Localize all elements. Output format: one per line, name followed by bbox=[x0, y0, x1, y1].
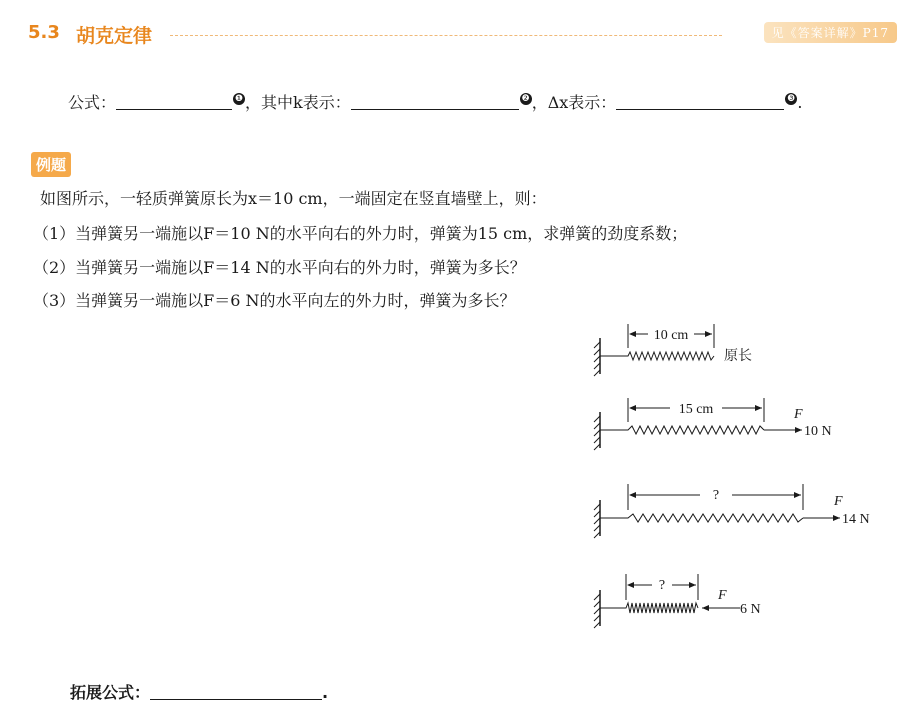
extension-blank[interactable] bbox=[150, 683, 322, 700]
wall-hatch-1 bbox=[594, 342, 600, 376]
circled-number-1: ❶ bbox=[234, 94, 244, 104]
question-1: （1）当弹簧另一端施以F＝10 N的水平向右的外力时，弹簧为15 cm，求弹簧的劲度系数； bbox=[33, 224, 688, 243]
wall-hatch-2 bbox=[594, 416, 600, 450]
spring-10n bbox=[594, 398, 832, 450]
section-number: 5.3 bbox=[28, 22, 60, 43]
circled-number-3: ❸ bbox=[787, 94, 796, 104]
formula-end: . bbox=[797, 93, 803, 112]
extension-label: 拓展公式： bbox=[70, 683, 151, 702]
formula-blank-3[interactable] bbox=[616, 93, 784, 110]
dim-label-4: ? bbox=[658, 578, 666, 593]
circled-number-2: ❷ bbox=[521, 94, 530, 104]
example-badge: 例题 bbox=[31, 152, 71, 177]
formula-blank-1[interactable] bbox=[116, 93, 232, 110]
section-title: 胡克定律 bbox=[76, 25, 153, 47]
answer-reference-tag: 见《答案详解》P17 bbox=[764, 22, 897, 43]
force-symbol-3: F bbox=[834, 494, 843, 509]
wall-hatch-4 bbox=[594, 594, 600, 628]
formula-dx-text: ，Δx表示： bbox=[531, 93, 617, 112]
spring-original bbox=[594, 324, 752, 376]
force-symbol-4: F bbox=[718, 588, 727, 603]
dim-label-3: ? bbox=[712, 488, 720, 503]
section-header bbox=[0, 0, 911, 60]
formula-blank-2[interactable] bbox=[351, 93, 519, 110]
spring-diagram bbox=[590, 318, 890, 638]
question-2: （2）当弹簧另一端施以F＝14 N的水平向右的外力时，弹簧为多长？ bbox=[33, 258, 526, 277]
spring-14n bbox=[594, 484, 870, 538]
wall-hatch-3 bbox=[594, 504, 600, 538]
question-3: （3）当弹簧另一端施以F＝6 N的水平向左的外力时，弹簧为多长？ bbox=[33, 291, 516, 310]
formula-label: 公式： bbox=[68, 93, 117, 112]
spring-coil-1 bbox=[600, 352, 714, 360]
problem-intro: 如图所示，一轻质弹簧原长为x＝10 cm，一端固定在竖直墙壁上，则： bbox=[40, 189, 547, 208]
formula-k-text: ，其中k表示： bbox=[245, 93, 351, 112]
force-value-4: 6 N bbox=[740, 602, 761, 617]
dim-label-2: 15 cm bbox=[678, 402, 714, 417]
spring-6n bbox=[594, 574, 761, 628]
formula-line bbox=[68, 90, 802, 113]
dim-label-1: 10 cm bbox=[653, 328, 689, 343]
spring-coil-4 bbox=[600, 603, 698, 613]
extension-end: . bbox=[322, 683, 329, 702]
extension-formula bbox=[70, 680, 328, 703]
spring-coil-2 bbox=[600, 426, 764, 434]
spring-coil-3 bbox=[600, 514, 803, 522]
force-value-3: 14 N bbox=[842, 512, 870, 527]
header-divider bbox=[170, 35, 722, 36]
original-length-label: 原长 bbox=[724, 349, 752, 364]
force-symbol-2: F bbox=[794, 407, 803, 422]
force-value-2: 10 N bbox=[804, 424, 832, 439]
